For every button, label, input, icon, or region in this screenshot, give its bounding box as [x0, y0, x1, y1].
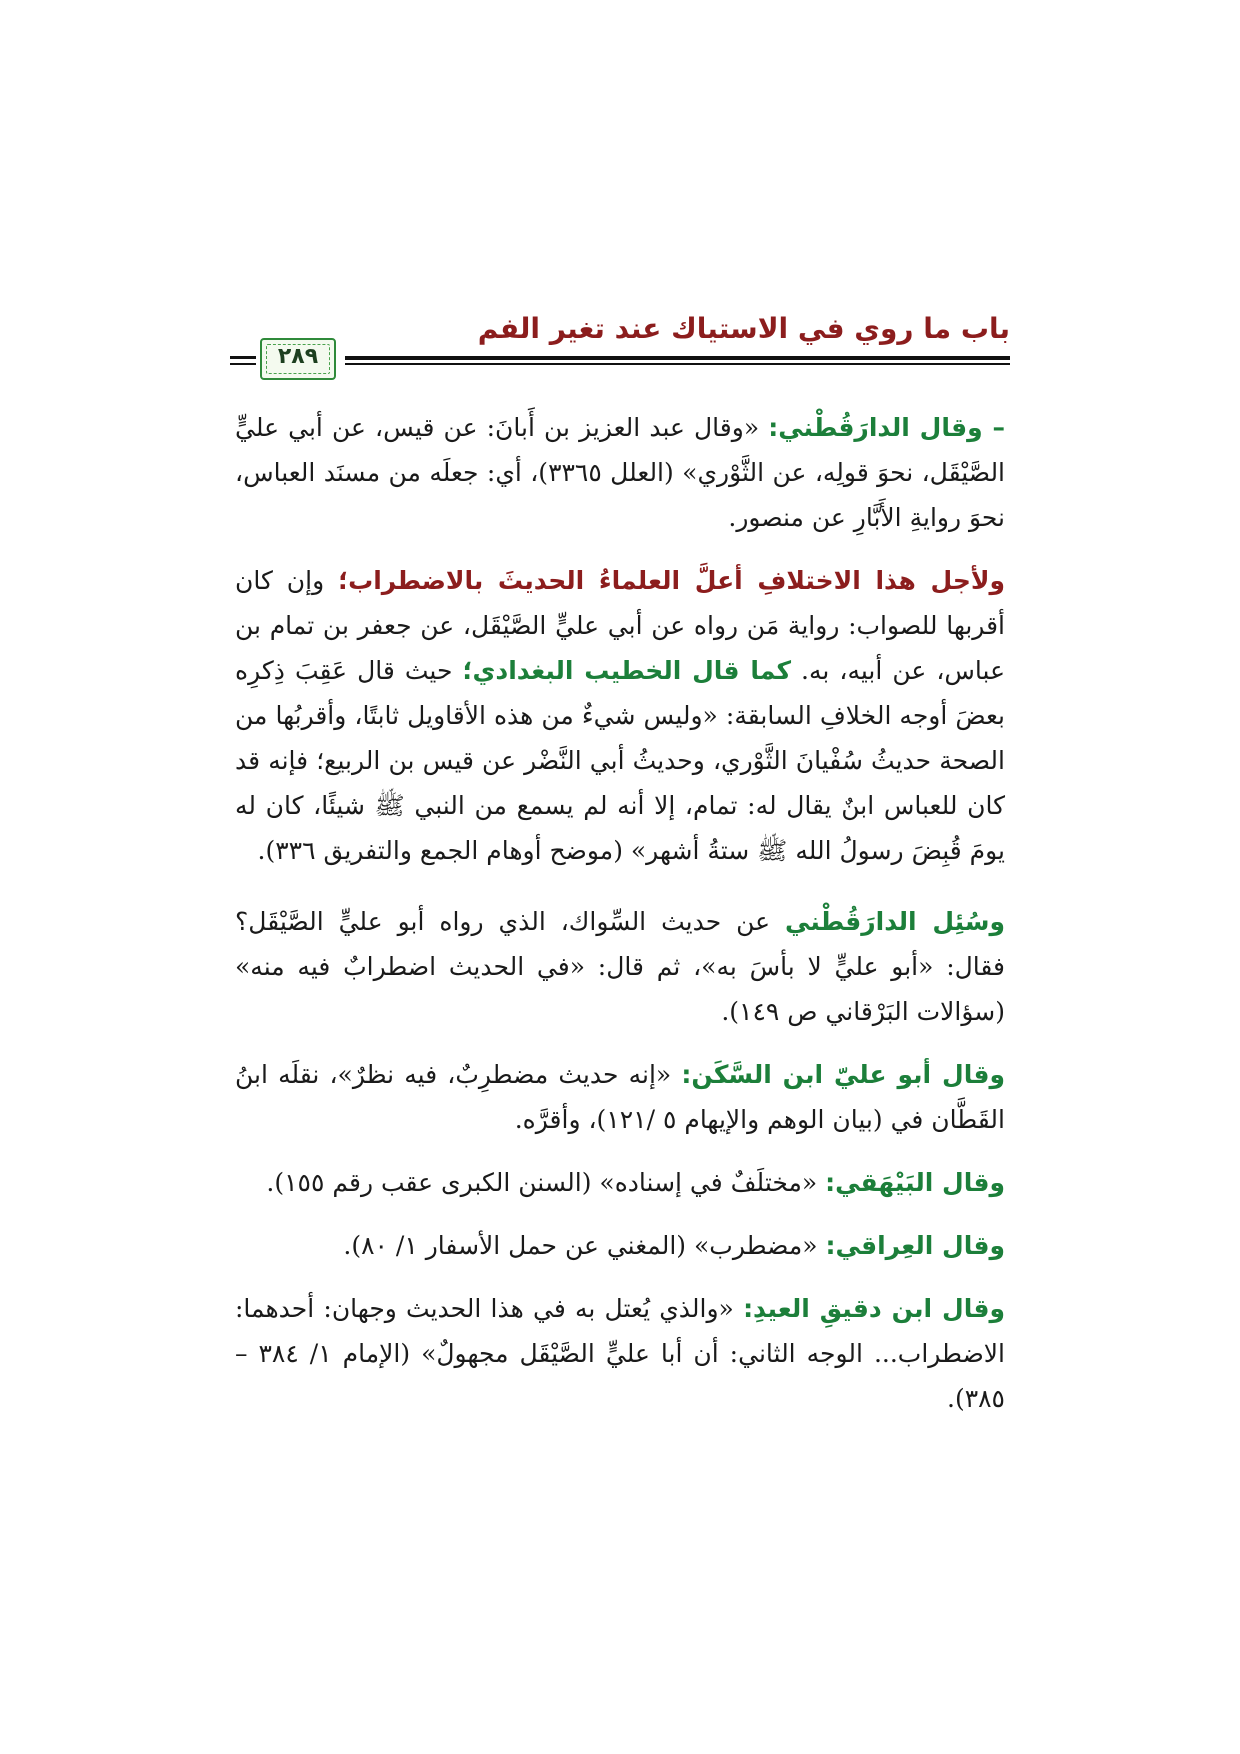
header-rule-left — [230, 356, 256, 359]
header-rule-thin — [345, 363, 1010, 365]
page-body — [235, 405, 1005, 1421]
speaker-label: وقال العِراقي: — [825, 1231, 1005, 1260]
paragraph-iraqi — [235, 1223, 1005, 1268]
paragraph-text: حيث قال عَقِبَ ذِكرِه بعضَ أوجه الخلافِ السابقة: «وليس شيءٌ من هذه الأقاويل ثابتًا، وأقربُها من الصحة حديثُ سُفْيانَ الثَّوْري، وحديثُ أبي النَّضْر عن قيس بن الربيع؛ فإنه قد كان للعباس ابنٌ يقال له: تمام، إلا أنه لم يسمع من النبي ﷺ شيئًا، كان له يومَ قُبِضَ رسولُ الله ﷺ ستةُ أشهر» (موضح أوهام الجمع والتفريق ٣٣٦). — [235, 656, 1005, 865]
speaker-label: كما قال الخطيب البغدادي؛ — [462, 656, 792, 685]
paragraph-text: «مختلَفٌ في إسناده» (السنن الكبرى عقب رقم ١٥٥). — [266, 1168, 826, 1197]
paragraph-bayhaqi — [235, 1160, 1005, 1205]
paragraph-text: «إنه حديث مضطرِبٌ، فيه نظرٌ»، نقلَه ابنُ القَطَّان في (بيان الوهم والإيهام ٥ /١٢١)، وأقرَّه. — [235, 1060, 1005, 1134]
speaker-label: – وقال الدارَقُطْني: — [768, 413, 1005, 442]
speaker-label: وسُئِل الدارَقُطْني — [785, 907, 1005, 936]
speaker-label: وقال البَيْهَقي: — [825, 1168, 1005, 1197]
page-number: ٢٨٩ — [277, 344, 319, 369]
page-number-badge — [260, 338, 336, 380]
header-rule-left-thin — [230, 363, 256, 365]
speaker-label: وقال أبو عليّ ابن السَّكَن: — [681, 1060, 1005, 1089]
page-header — [230, 300, 1010, 390]
paragraph-question — [235, 899, 1005, 1034]
chapter-title: باب ما روي في الاستياك عند تغير الفم — [477, 312, 1010, 345]
highlight-heading: ولأجل هذا الاختلافِ أعلَّ العلماءُ الحديثَ بالاضطراب؛ — [338, 566, 1005, 595]
paragraph-text: عن حديث السِّواك، الذي رواه أبو عليٍّ الصَّيْقَل؟ فقال: «أبو عليٍّ لا بأسَ به»، ثم قال: «في الحديث اضطرابٌ فيه منه» (سؤالات البَرْقاني ص ١٤٩). — [235, 907, 1005, 1026]
speaker-label: وقال ابن دقيقِ العيدِ: — [743, 1294, 1006, 1323]
paragraph-text: «وقال عبد العزيز بن أَبانَ: عن قيس، عن أبي عليٍّ الصَّيْقَل، نحوَ قولِه، عن الثَّوْري» (العلل ٣٣٦٥)، أي: جعلَه من مسنَد العباس، نحوَ روايةِ الأَبَّارِ عن منصور. — [235, 413, 1006, 532]
paragraph-ibn-daqiq — [235, 1286, 1005, 1421]
paragraph-text: «مضطرب» (المغني عن حمل الأسفار ١/ ٨٠). — [343, 1231, 826, 1260]
header-rule — [345, 356, 1010, 360]
paragraph-ibn-sakan — [235, 1052, 1005, 1142]
paragraph-text: وإن كان أقربها للصواب: رواية مَن رواه عن أبي عليٍّ الصَّيْقَل، عن جعفر بن تمام بن عباس، عن أبيه، به. — [235, 566, 1006, 685]
paragraph-text: «والذي يُعتل به في هذا الحديث وجهان: أحدهما: الاضطراب... الوجه الثاني: أن أبا عليٍّ الصَّيْقَل مجهولٌ» (الإمام ١/ ٣٨٤ – ٣٨٥). — [235, 1294, 1005, 1413]
paragraph-idtirab — [235, 558, 1005, 873]
paragraph-daraqutni — [235, 405, 1005, 540]
